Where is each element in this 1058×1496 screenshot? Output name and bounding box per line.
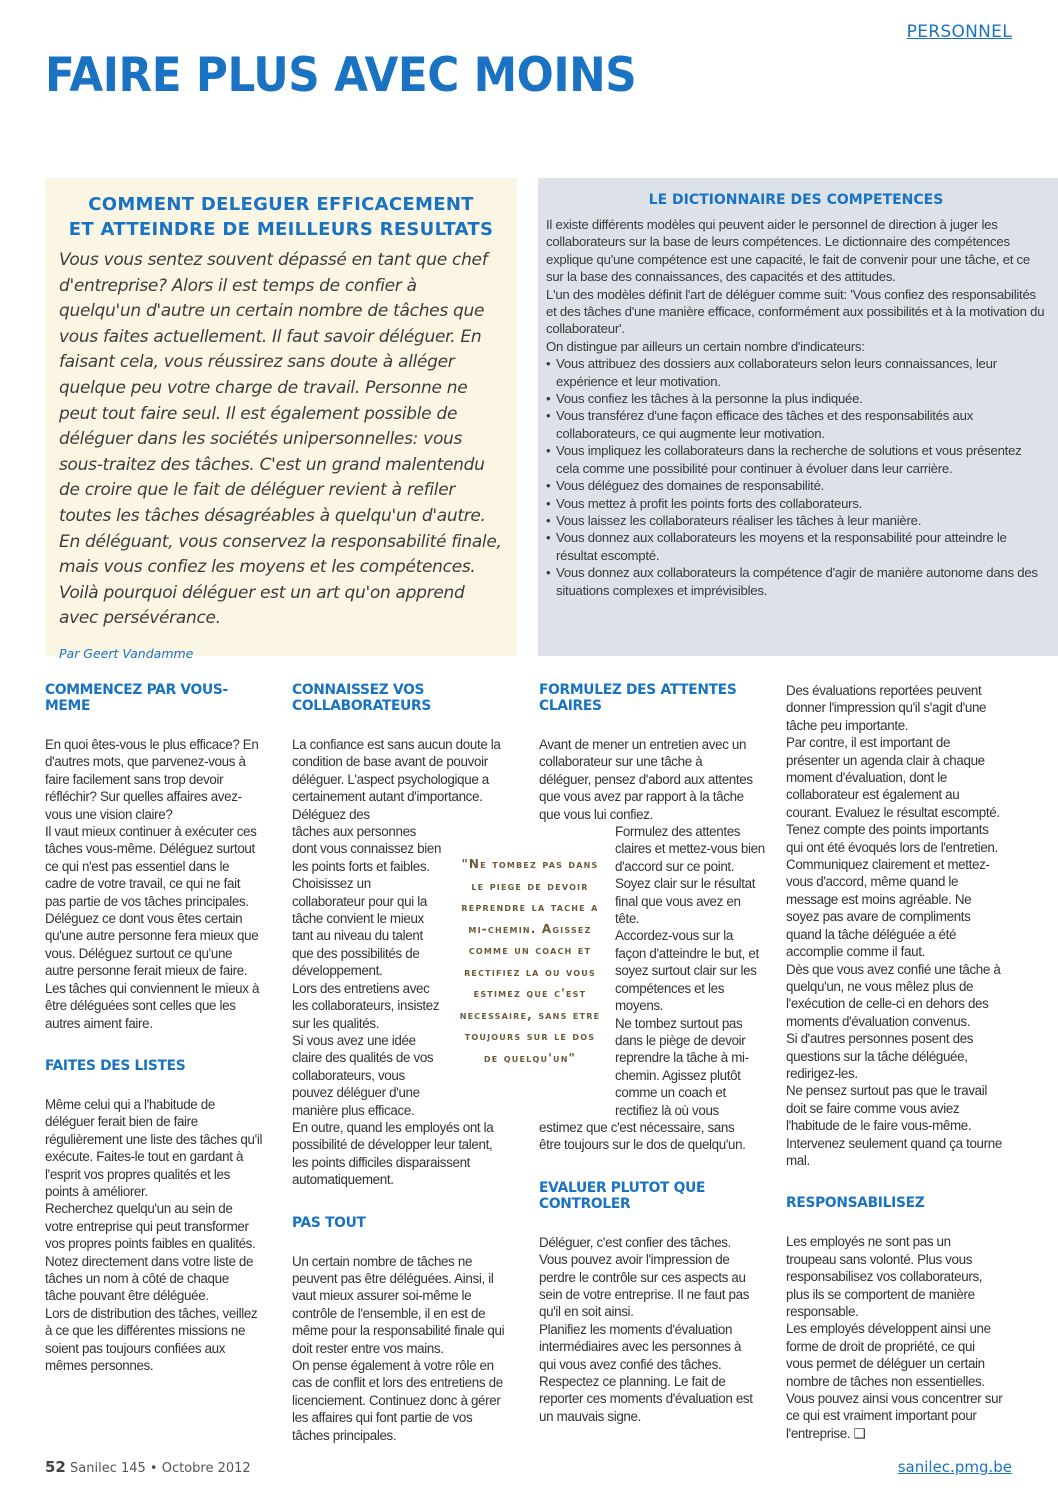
dictionary-heading: LE DICTIONNAIRE DES COMPETENCES	[648, 192, 944, 208]
paragraph: Un certain nombre de tâches ne peuvent pas être déléguées. Ainsi, il vaut mieux assurer soi-même le contrôle de l'ensemble, il en est de même pour la responsabilité finale qui doit rester entre vos mains.	[292, 1253, 505, 1356]
list-item: • Vous impliquez les collaborateurs dans la recherche de solutions et vous présentez cela comme une possibilité pour continuer à évoluer dans leur carrière.	[546, 442, 1046, 477]
dictionary-paragraph: Il existe différents modèles qui peuvent aider le personnel de direction à juger les collaborateurs sur la base de leurs compétences. Le dictionnaire des compétences explique qu'une compétence est une capacité, le fait de convenir pour une tâche, et ce sur la base des connaissances, des capacités et des attitudes.	[546, 217, 1030, 285]
dictionary-box	[538, 178, 1058, 656]
dictionary-text	[546, 216, 1046, 599]
list-item: • Vous confiez les tâches à la personne la plus indiquée.	[546, 390, 1046, 407]
list-item: • Vous mettez à profit les points forts des collaborateurs.	[546, 495, 1046, 512]
subheading: CONNAISSEZ VOS COLLABORATEURS	[292, 682, 431, 714]
paragraph: La confiance est sans aucun doute la condition de base avant de pouvoir déléguer. L'aspect psychologique a certainement autant d'importance. Déléguez des	[292, 737, 501, 822]
paragraph: On pense également à votre rôle en cas de conflit et lors des entretiens de licenciement. Continuez donc à gérer les affaires qui font partie de vos tâches principales.	[292, 1358, 503, 1443]
subheading: FORMULEZ DES ATTENTES CLAIRES	[539, 682, 737, 714]
list-item: • Vous laissez les collaborateurs réaliser les tâches à leur manière.	[546, 512, 1046, 529]
intro-heading-line2: ET ATTEINDRE DE MEILLEURS RESULTATS	[68, 219, 494, 240]
paragraph: Recherchez quelqu'un au sein de votre entreprise qui peut transformer vos propres points faibles en qualités.	[45, 1201, 256, 1252]
column-1	[45, 682, 263, 1374]
subheading: EVALUER PLUTOT QUE CONTROLER	[539, 1179, 706, 1212]
section-tag: PERSONNEL	[906, 22, 1012, 42]
paragraph: Avant de mener un entretien avec un collaborateur sur une tâche à déléguer, pensez d'abord aux attentes que vous avez par rapport à la tâche que vous lui confiez.	[539, 737, 753, 822]
paragraph: Même celui qui a l'habitude de déléguer ferait bien de faire régulièrement une liste des tâches qu'il exécute. Faites-le tout en gardant à l'esprit vos propres qualités et les points à améliorer.	[45, 1096, 263, 1199]
paragraph: Notez directement dans votre liste de tâches un nom à côté de chaque tâche pouvant être déléguée.	[45, 1253, 254, 1304]
paragraph: tâches aux personnes dont vous connaissez bien les points forts et faibles. Choisissez un collaborateur pour qui la tâche convient le mieux tant au niveau du talent que des possibilités de développement.	[292, 824, 442, 979]
list-item: • Vous transférez d'une façon efficace des tâches et des responsabilités aux collaborateurs, ce qui augmente leur motivation.	[546, 407, 1046, 442]
page-number: 52	[45, 1458, 66, 1476]
paragraph: Communiquez clairement et mettez-vous d'accord, même quand le message est moins agréable. Ne soyez pas avare de compliments quand la tâche déléguée a été accomplie comme il faut.	[786, 857, 990, 960]
subheading: PAS TOUT	[292, 1214, 366, 1231]
subheading: FAITES DES LISTES	[45, 1057, 186, 1074]
paragraph: Vous pouvez ainsi vous concentrer sur ce qui est vraiment important pour l'entreprise. ❑	[786, 1391, 1003, 1441]
paragraph: Ne tombez surtout pas dans le piège de devoir reprendre la tâche à mi-chemin. Agissez plutôt comme un coach et rectifiez là où vous	[615, 1015, 749, 1118]
intro-heading	[59, 192, 503, 242]
paragraph: Dès que vous avez confié une tâche à quelqu'un, ne vous mêlez plus de l'exécution de celle-ci en dehors des moments d'évaluation convenus.	[786, 961, 1001, 1029]
footer-site-link[interactable]: sanilec.pmg.be	[897, 1458, 1012, 1476]
footer-issue	[45, 1458, 251, 1476]
column-4	[786, 682, 1004, 1442]
list-item: • Vous déléguez des domaines de responsabilité.	[546, 477, 1046, 494]
intro-box	[45, 178, 517, 661]
paragraph: Les employés ne sont pas un troupeau sans volonté. Plus vous responsabilisez vos collaborateurs, plus ils se comportent de manière responsable.	[786, 1234, 983, 1319]
paragraph: Les employés développent ainsi une forme de droit de propriété, ce qui vous permet de déléguer un certain nombre de tâches non essentielles.	[786, 1321, 991, 1389]
paragraph: En quoi êtes-vous le plus efficace? En d'autres mots, que parvenez-vous à faire facilement sans trop devoir réfléchir? Sur quelles affaires avez-vous une vision claire?	[45, 737, 259, 822]
dictionary-paragraph: On distingue par ailleurs un certain nombre d'indicateurs:	[546, 338, 865, 354]
page-title: FAIRE PLUS AVEC MOINS	[45, 48, 637, 103]
intro-text: Vous vous sentez souvent dépassé en tant que chef d'entreprise? Alors il est temps de confier à quelqu'un d'autre un certain nombre de tâches que vous faites actuellement. Il faut savoir déléguer. En faisant cela, vous réussirez sans doute à alléger quelque peu votre charge de travail. Personne ne peut tout faire seul. Il est également possible de déléguer dans les sociétés unipersonnelles: vous sous-traitez des tâches. C'est un grand malentendu de croire que le fait de déléguer revient à refiler toutes les tâches désagréables à quelqu'un d'autre. En déléguant, vous conservez la responsabilité finale, mais vous confiez les moyens et les compétences. Voilà pourquoi déléguer est un art qu'on apprend avec persévérance.	[59, 250, 502, 629]
list-item: • Vous attribuez des dossiers aux collaborateurs selon leurs connaissances, leur expérience et leur motivation.	[546, 355, 1046, 390]
paragraph: En outre, quand les employés ont la possibilité de développer leur talent, les points difficiles disparaissent automatiquement.	[292, 1119, 494, 1188]
issue-label: Sanilec 145 • Octobre 2012	[70, 1461, 251, 1476]
paragraph: Ne pensez surtout pas que le travail doit se faire comme vous aviez l'habitude de le faire vous-même. Intervenez seulement quand ça tourne mal.	[786, 1083, 1002, 1168]
list-item: • Vous donnez aux collaborateurs les moyens et la responsabilité pour atteindre le résultat escompté.	[546, 529, 1046, 564]
paragraph: Par contre, il est important de présenter un agenda clair à chaque moment d'évaluation, dont le collaborateur est également au courant. Evaluez le résultat escompté. Tenez compte des points importants qui ont été évoqués lors de l'entretien.	[786, 735, 1000, 855]
paragraph: Des évaluations reportées peuvent donner l'impression qu'il s'agit d'une tâche peu importante.	[786, 683, 987, 733]
paragraph: Il vaut mieux continuer à exécuter ces tâches vous-même. Déléguez surtout ce qui n'est pas essentiel dans le cadre de votre travail, ce qui ne fait pas partie de vos tâches principales.	[45, 824, 257, 909]
paragraph: Les tâches qui conviennent le mieux à être déléguées sont celles que les autres aiment faire.	[45, 980, 260, 1031]
paragraph: Si vous avez une idée claire des qualités de vos collaborateurs, vous pouvez déléguer d'une manière plus efficace.	[292, 1032, 434, 1118]
paragraph: Formulez des attentes claires et mettez-vous bien d'accord sur ce point. Soyez clair sur le résultat final que vous avez en tête.	[615, 824, 765, 927]
dictionary-paragraph: L'un des modèles définit l'art de déléguer comme suit: 'Vous confiez des responsabilités et des tâches d'une manière efficace, conformément aux possibilités et à la motivation du collaborateur'.	[546, 286, 1045, 337]
intro-heading-line1: COMMENT DELEGUER EFFICACEMENT	[88, 194, 474, 215]
list-item: • Vous donnez aux collaborateurs la compétence d'agir de manière autonome dans des situations complexes et imprévisibles.	[546, 564, 1046, 599]
paragraph: Planifiez les moments d'évaluation intermédiaires avec les personnes à qui vous avez confié des tâches. Respectez ce planning. Le fait de reporter ces moments d'évaluation est un mauvais signe.	[539, 1321, 753, 1424]
dictionary-list	[546, 355, 1046, 599]
paragraph: Lors de distribution des tâches, veillez à ce que les différentes missions ne soient pas toujours confiées aux mêmes personnes.	[45, 1305, 258, 1373]
subheading: COMMENCEZ PAR VOUS-MEME	[45, 682, 228, 714]
intro-author: Par Geert Vandamme	[59, 645, 194, 661]
subheading: RESPONSABILISEZ	[786, 1195, 925, 1212]
pull-quote: "Ne tombez pas dans le piege de devoir reprendre la tache a mi-chemin. Agissez comme un coach et rectifiez la ou vous estimez que c'est necessaire, sans etre toujours sur le dos de quelqu'un"	[455, 850, 605, 1073]
paragraph: Lors des entretiens avec les collaborateurs, insistez sur les qualités.	[292, 980, 440, 1031]
paragraph: Accordez-vous sur la façon d'atteindre le but, et soyez surtout clair sur les compétences et les moyens.	[615, 928, 759, 1014]
paragraph: estimez que c'est nécessaire, sans être toujours sur le dos de quelqu'un.	[539, 1119, 746, 1153]
paragraph: Déléguez ce dont vous êtes certain qu'une autre personne fera mieux que vous. Déléguez surtout ce qu'une autre personne ferait mieux de faire.	[45, 911, 259, 979]
paragraph: Si d'autres personnes posent des questions sur la tâche déléguée, redirigez-les.	[786, 1031, 974, 1081]
paragraph: Déléguer, c'est confier des tâches. Vous pouvez avoir l'impression de perdre le contrôle sur ces aspects au sein de votre entreprise. Il ne faut pas qu'il en soit ainsi.	[539, 1234, 750, 1320]
